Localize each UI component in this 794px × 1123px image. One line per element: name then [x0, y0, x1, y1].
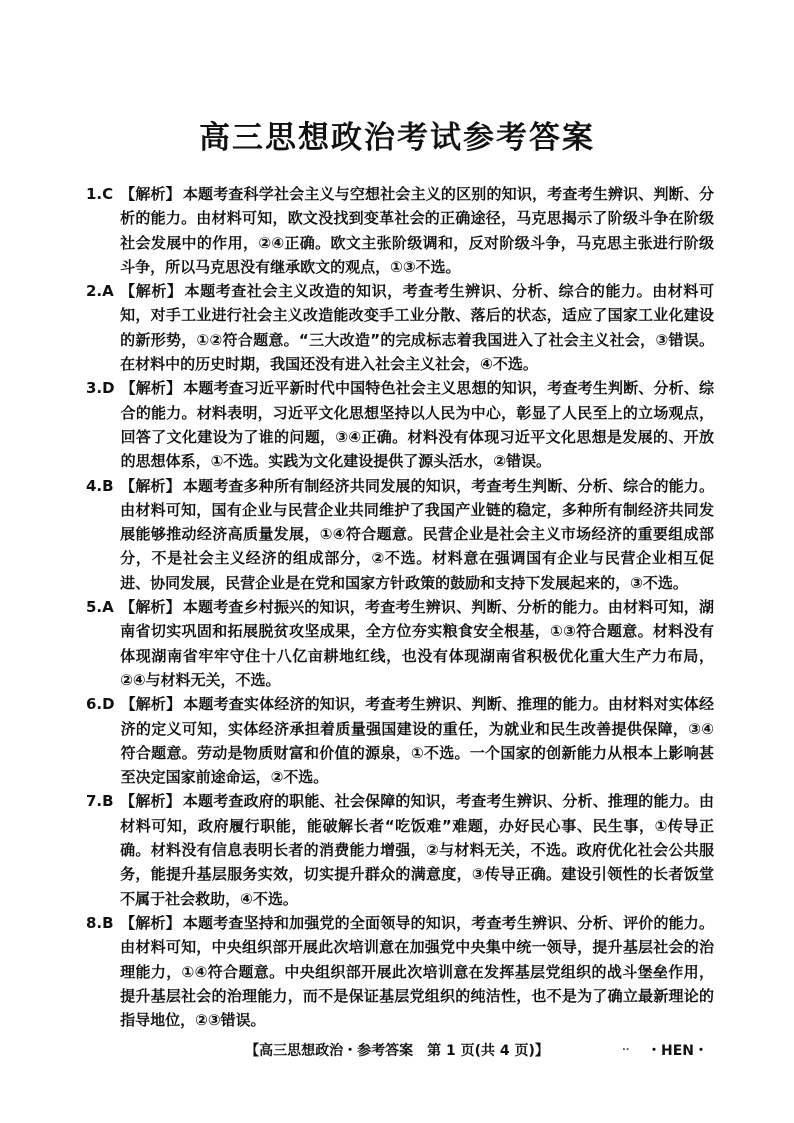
item-analysis [120, 182, 714, 279]
analysis-tag: 【解析】 [120, 792, 181, 811]
item-number-answer [86, 474, 120, 498]
page-footer [0, 1040, 794, 1062]
answer-item-7 [86, 789, 714, 910]
item-answer: B [102, 913, 114, 932]
item-analysis [120, 911, 714, 1032]
item-number: 4. [86, 476, 103, 495]
analysis-tag: 【解析】 [120, 379, 182, 398]
answer-item-1 [86, 182, 714, 279]
item-number: 1. [86, 185, 103, 203]
analysis-tag: 【解析】 [120, 598, 181, 617]
item-number: 3. [86, 379, 103, 398]
footer-mark: .. [622, 1042, 630, 1053]
item-number: 2. [86, 282, 103, 301]
answer-item-2 [86, 279, 714, 376]
item-number: 8. [86, 913, 103, 932]
answer-item-4 [86, 474, 714, 595]
analysis-text: 本题考查乡村振兴的知识，考查考生辨识、判断、分析的能力。由材料可知，湖南省切实巩固和拓展脱贫攻坚成果，全方位夯实粮食安全根基，①③符合题意。材料没有体现湖南省牢牢守住十八亿亩耕地红线，也没有体现湖南省积极优化重大生产力布局，②④与材料无关，不选。 [120, 598, 714, 689]
analysis-text: 本题考查社会主义改造的知识，考查考生辨识、分析、综合的能力。由材料可知，对手工业进行社会主义改造能改变手工业分散、落后的状态，适应了国家工业化建设的新形势，①②符合题意。“三大改造”的完成标志着我国进入了社会主义社会，③错误。在材料中的历史时期，我国还没有进入社会主义社会，④不选。 [120, 282, 714, 374]
page-title: 高三思想政治考试参考答案 [199, 120, 595, 156]
item-analysis [121, 692, 714, 789]
item-analysis [120, 474, 714, 595]
footer-code: ・HEN・ [647, 1043, 708, 1059]
item-answer: B [102, 476, 114, 495]
item-number: 5. [86, 598, 103, 617]
answer-item-8 [86, 911, 714, 1032]
item-answer: D [102, 379, 115, 398]
item-analysis [121, 376, 714, 473]
analysis-text: 本题考查实体经济的知识，考查考生辨识、判断、推理的能力。由材料对实体经济的定义可知，实体经济承担着质量强国建设的重任，为就业和民生改善提供保障，③④符合题意。劳动是物质财富和价值的源泉，①不选。一个国家的创新能力从根本上影响甚至决定国家前途命运，②不选。 [120, 695, 714, 787]
item-answer: D [102, 695, 115, 714]
analysis-text: 本题考查政府的职能、社会保障的知识，考查考生辨识、分析、推理的能力。由材料可知，政府履行职能，能破解长者“吃饭难”难题，办好民心事、民生事，①传导正确。材料没有信息表明长者的消费能力增强，②与材料无关，不选。政府优化社会公共服务，能提升基层服务实效，切实提升群众的满意度，③传导正确。建设引领性的长者饭堂不属于社会救助，④不选。 [120, 792, 714, 908]
item-number-answer [86, 376, 121, 400]
item-number: 7. [86, 792, 103, 811]
item-analysis [120, 279, 714, 376]
analysis-tag: 【解析】 [120, 185, 181, 203]
item-number-answer [86, 911, 120, 935]
item-analysis [120, 789, 714, 910]
analysis-tag: 【解析】 [120, 913, 181, 932]
analysis-tag: 【解析】 [120, 695, 182, 714]
item-number-answer [86, 279, 120, 303]
analysis-text: 本题考查习近平新时代中国特色社会主义思想的知识，考查考生判断、分析、综合的能力。材料表明，习近平文化思想坚持以人民为中心，彰显了人民至上的立场观点，回答了文化建设为了谁的问题，③④正确。材料没有体现习近平文化思想是发展的、开放的思想体系，①不选。实践为文化建设提供了源头活水，②错误。 [120, 379, 714, 471]
analysis-text: 本题考查多种所有制经济共同发展的知识，考查考生判断、分析、综合的能力。由材料可知，国有企业与民营企业共同维护了我国产业链的稳定，多种所有制经济共同发展能够推动经济高质量发展，①④符合题意。民营企业是社会主义市场经济的重要组成部分，不是社会主义经济的组成部分，②不选。材料意在强调国有企业与民营企业相互促进、协同发展，民营企业是在党和国家方针政策的鼓励和支持下发展起来的，③不选。 [120, 476, 714, 592]
analysis-tag: 【解析】 [120, 282, 183, 301]
analysis-tag: 【解析】 [120, 476, 181, 495]
item-number-answer [86, 595, 120, 619]
item-answer: A [102, 282, 114, 301]
answer-item-5 [86, 595, 714, 692]
item-number-answer [86, 692, 121, 716]
item-number-answer [86, 182, 120, 206]
item-answer: A [102, 598, 114, 617]
item-analysis [120, 595, 714, 692]
answer-list [86, 182, 714, 1032]
footer-page-info: 【高三思想政治・参考答案 第 1 页(共 4 页)】 [245, 1043, 549, 1059]
item-number: 6. [86, 695, 103, 714]
analysis-text: 本题考查坚持和加强党的全面领导的知识，考查考生辨识、分析、评价的能力。由材料可知，中央组织部开展此次培训意在加强党中央集中统一领导，提升基层社会的治理能力，①④符合题意。中央组织部开展此次培训意在发挥基层党组织的战斗堡垒作用，提升基层社会的治理能力，而不是保证基层党组织的纯洁性，也不是为了确立最新理论的指导地位，②③错误。 [120, 913, 714, 1030]
answer-item-3 [86, 376, 714, 473]
item-answer: C [102, 185, 114, 203]
item-answer: B [102, 792, 114, 811]
item-number-answer [86, 789, 120, 813]
answer-item-6 [86, 692, 714, 789]
analysis-text: 本题考查科学社会主义与空想社会主义的区别的知识，考查考生辨识、判断、分析的能力。由材料可知，欧文没找到变革社会的正确途径，马克思揭示了阶级斗争在阶级社会发展中的作用，②④正确。欧文主张阶级调和，反对阶级斗争，马克思主张进行阶级斗争，所以马克思没有继承欧文的观点，①③不选。 [120, 185, 714, 276]
